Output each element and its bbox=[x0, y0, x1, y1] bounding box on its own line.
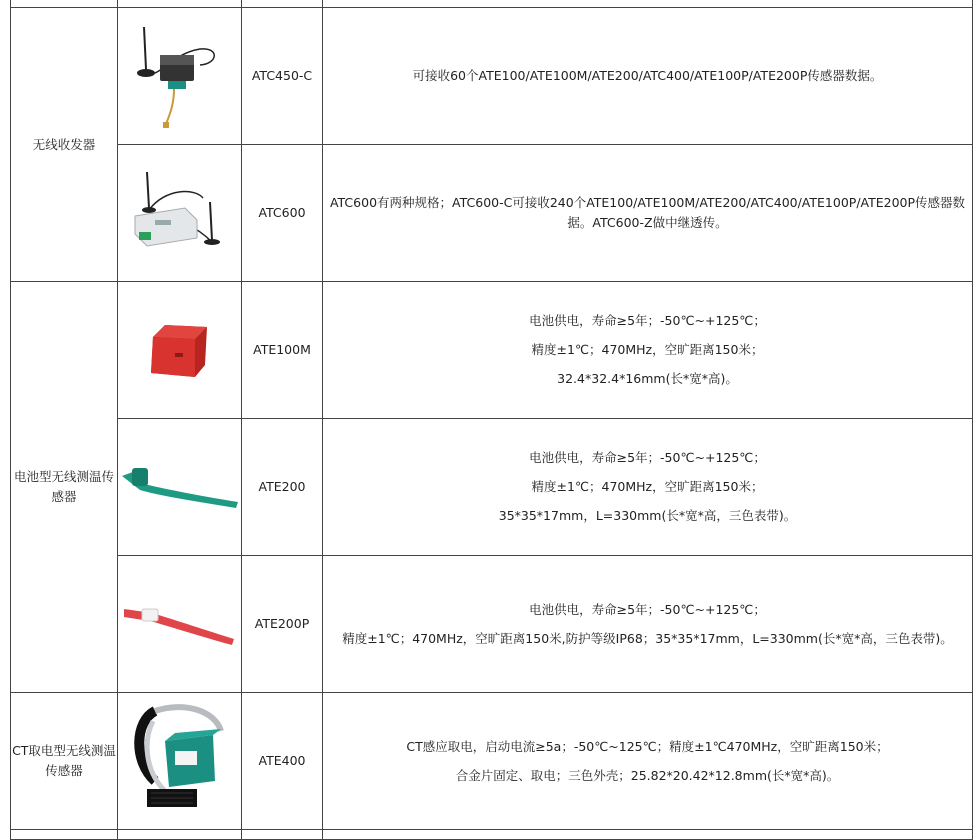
red-strap-sensor-image bbox=[122, 599, 237, 649]
description-line: 电池供电，寿命≥5年；-50℃~+125℃； bbox=[529, 313, 766, 328]
table-row bbox=[11, 693, 973, 830]
antenna-receiver-module-image bbox=[130, 19, 230, 134]
description-line: 精度±1℃；470MHz，空旷距离150米,防护等级IP68；35*35*17mm，L=330mm(长*宽*高，三色表带)。 bbox=[342, 630, 953, 646]
green-strap-sensor-image bbox=[120, 462, 240, 512]
table-row bbox=[11, 8, 973, 145]
description-cell bbox=[323, 693, 973, 830]
description-cell bbox=[323, 145, 973, 282]
model-cell: ATE200 bbox=[242, 419, 323, 556]
description-line: 精度±1℃；470MHz，空旷距离150米； bbox=[531, 342, 764, 357]
table-row bbox=[11, 556, 973, 693]
red-box-sensor-image bbox=[145, 315, 215, 385]
dual-antenna-receiver-image bbox=[125, 168, 235, 258]
table-row bbox=[11, 830, 973, 840]
description-line: 电池供电，寿命≥5年；-50℃~+125℃； bbox=[529, 450, 766, 465]
model-cell: ATC450-C bbox=[242, 8, 323, 145]
description-cell bbox=[323, 419, 973, 556]
description-line: 精度±1℃；470MHz，空旷距离150米； bbox=[531, 479, 764, 494]
table-row bbox=[11, 0, 973, 8]
description-line: 电池供电，寿命≥5年；-50℃~+125℃； bbox=[529, 601, 766, 617]
category-cell: CT取电型无线测温传感器 bbox=[11, 693, 118, 830]
product-image-cell bbox=[118, 145, 242, 282]
product-image-cell bbox=[118, 693, 242, 830]
description-line: 35*35*17mm，L=330mm(长*宽*高，三色表带)。 bbox=[498, 508, 797, 523]
description-cell bbox=[323, 556, 973, 693]
description-cell bbox=[323, 282, 973, 419]
model-cell: ATC600 bbox=[242, 145, 323, 282]
product-table bbox=[10, 0, 973, 840]
description-line: ATC600有两种规格；ATC600-C可接收240个ATE100/ATE100M/ATE200/ATC400/ATE100P/ATE200P传感器数据。ATC600-Z做中继透传。 bbox=[329, 195, 966, 230]
table-row bbox=[11, 145, 973, 282]
description-line: 可接收60个ATE100/ATE100M/ATE200/ATC400/ATE100P/ATE200P传感器数据。 bbox=[412, 68, 883, 83]
description-cell bbox=[323, 8, 973, 145]
table-row bbox=[11, 419, 973, 556]
model-cell: ATE100M bbox=[242, 282, 323, 419]
table-row bbox=[11, 282, 973, 419]
description-line: 32.4*32.4*16mm(长*宽*高)。 bbox=[557, 371, 738, 386]
product-image-cell bbox=[118, 282, 242, 419]
ct-clamp-sensor-image bbox=[125, 701, 235, 821]
description-line: CT感应取电，启动电流≥5a；-50℃~125℃；精度±1℃470MHz，空旷距离150米； bbox=[406, 738, 889, 754]
product-image-cell bbox=[118, 419, 242, 556]
product-image-cell bbox=[118, 8, 242, 145]
description-line: 合金片固定、取电；三色外壳；25.82*20.42*12.8mm(长*宽*高)。 bbox=[455, 767, 840, 783]
category-cell: 电池型无线测温传感器 bbox=[11, 282, 118, 693]
product-image-cell bbox=[118, 556, 242, 693]
model-cell: ATE400 bbox=[242, 693, 323, 830]
category-cell: 无线收发器 bbox=[11, 8, 118, 282]
model-cell: ATE200P bbox=[242, 556, 323, 693]
